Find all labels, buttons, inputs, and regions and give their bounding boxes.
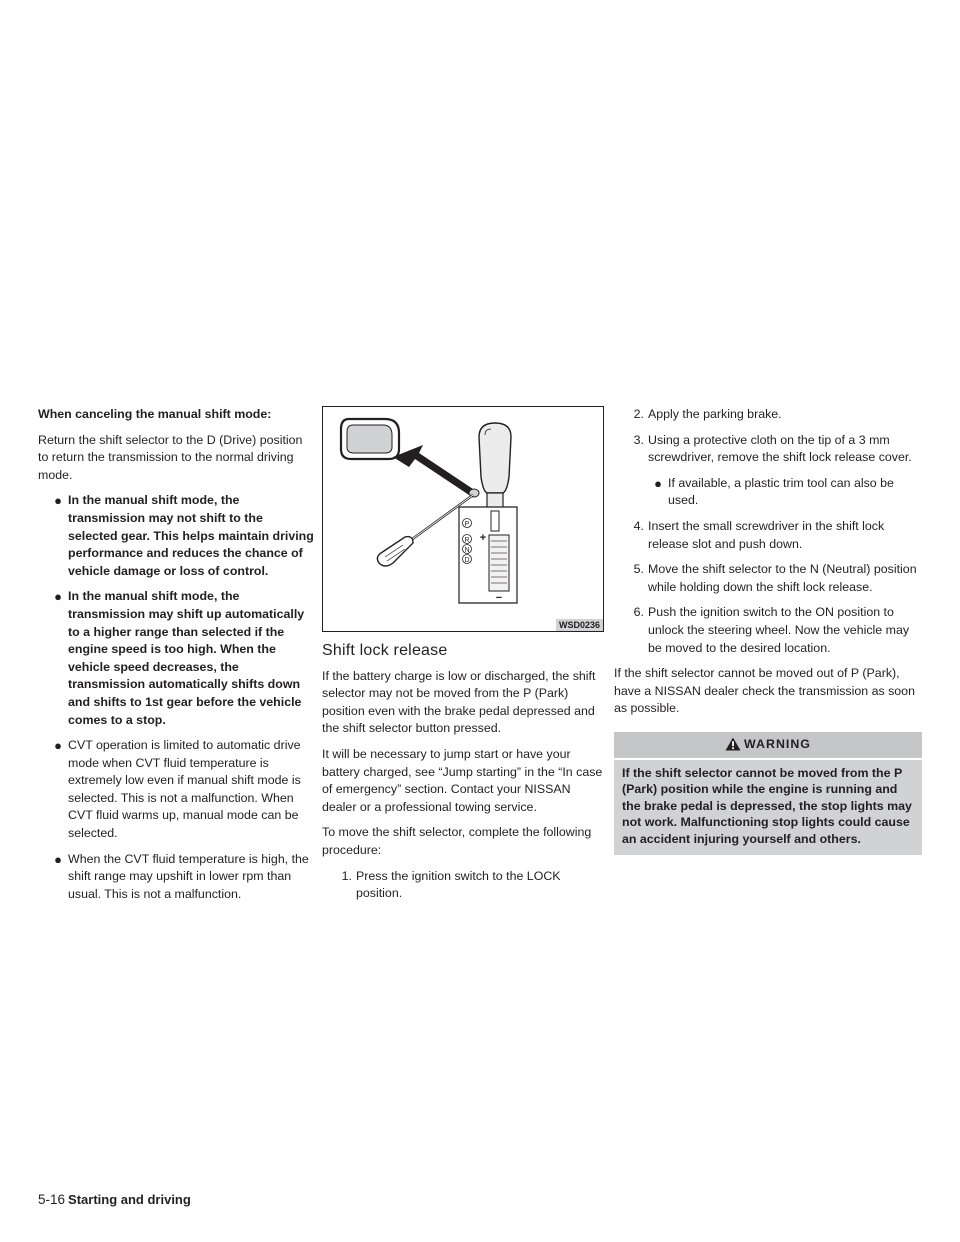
warning-header: [614, 732, 922, 760]
step-item: [614, 406, 922, 424]
chapter-title: Starting and driving: [68, 1192, 191, 1207]
list-item: [38, 492, 314, 580]
list-item: [38, 588, 314, 729]
step-item: [614, 604, 922, 657]
column-right: [614, 406, 922, 855]
gate-label-plus: +: [479, 532, 487, 544]
bullet-icon: ●: [654, 475, 662, 491]
step-item: [614, 432, 922, 467]
column-left: [38, 406, 314, 911]
step-item: [614, 561, 922, 596]
section-title: Shift lock release: [322, 642, 448, 659]
bullet-text: In the manual shift mode, the transmission may not shift to the selected gear. This helps maintain driving performance and reduces the chance of vehicle damage or loss of control.: [68, 493, 314, 578]
manual-cancel-heading: When canceling the manual shift mode:: [38, 407, 272, 421]
step-number: 5.: [633, 562, 644, 577]
step-number: 3.: [633, 432, 644, 447]
step-text: Move the shift selector to the N (Neutral) position while holding down the shift lock release.: [648, 562, 917, 594]
step-item: [614, 518, 922, 553]
shift-selector-illustration: [323, 407, 603, 631]
step-number: 6.: [633, 605, 644, 620]
bullet-icon: ●: [54, 851, 62, 867]
step-text: Push the ignition switch to the ON position to unlock the steering wheel. Now the vehicle may be moved to the desired location.: [648, 605, 910, 655]
paragraph: To move the shift selector, complete the following procedure:: [322, 825, 592, 857]
shift-knob: [469, 423, 511, 517]
paragraph: It will be necessary to jump start or have your battery charged, see “Jump starting” in the “In case of emergency” section. Contact your NISSAN dealer or a professional towing service.: [322, 746, 603, 814]
bullet-icon: ●: [54, 589, 62, 605]
step-number: 4.: [633, 518, 644, 533]
step-number: 1.: [341, 868, 352, 883]
gate-label-p: P: [464, 521, 470, 528]
arrow-icon: [393, 445, 473, 495]
step-text: Apply the parking brake.: [648, 407, 782, 421]
step-text: Insert the small screwdriver in the shift lock release slot and push down.: [648, 518, 885, 551]
figure-code: WSD0236: [556, 619, 603, 631]
gate-label-r: R: [464, 537, 470, 544]
list-item: [38, 851, 314, 904]
bullet-text: CVT operation is limited to automatic drive mode when CVT fluid temperature is extremely low even if manual shift mode is selected. This is not a malfunction. When CVT fluid warms up, manual mode can be selected.: [68, 738, 301, 841]
gate-label-minus: −: [495, 592, 503, 604]
list-item: [38, 737, 314, 843]
warning-triangle-icon: [725, 737, 741, 751]
warning-title: WARNING: [744, 736, 811, 751]
step-number: 2.: [633, 407, 644, 421]
bullet-icon: ●: [54, 493, 62, 509]
step-text: Press the ignition switch to the LOCK position.: [356, 868, 561, 901]
manual-cancel-intro: Return the shift selector to the D (Drive) position to return the transmission to the normal driving mode.: [38, 432, 303, 482]
shift-gate-panel: [459, 507, 517, 604]
page-footer: [38, 1192, 191, 1207]
warning-text: If the shift selector cannot be moved from the P (Park) position while the engine is running and the brake pedal is depressed, the stop lights may not work. Malfunctioning stop lights could cause an accident injuring yourself and others.: [622, 765, 912, 846]
gate-label-n: N: [464, 547, 470, 554]
paragraph: If the battery charge is low or discharged, the shift selector may not be moved from the P (Park) position even with the brake pedal depressed and the shift selector button pressed.: [322, 668, 596, 736]
release-cover-icon: [341, 419, 399, 459]
bullet-text: In the manual shift mode, the transmission may shift up automatically to a higher range than selected if the engine speed is too high. When the vehicle speed decreases, the transmission automatically shifts down and shifts to 1st gear before the vehicle comes to a stop.: [68, 589, 305, 727]
page-number: 5-16: [38, 1192, 66, 1207]
bullet-text: When the CVT fluid temperature is high, the shift range may upshift in lower rpm than usual. This is not a malfunction.: [68, 851, 309, 901]
step-text: Using a protective cloth on the tip of a 3 mm screwdriver, remove the shift lock release cover.: [648, 432, 912, 465]
gate-label-d: D: [464, 557, 470, 564]
bullet-icon: ●: [54, 738, 62, 754]
warning-box: [614, 732, 922, 856]
shift-lock-figure: [322, 406, 604, 632]
column-middle: [322, 406, 604, 911]
bullet-text: If available, a plastic trim tool can also be used.: [668, 475, 894, 508]
list-item: [614, 475, 922, 510]
paragraph: If the shift selector cannot be moved out of P (Park), have a NISSAN dealer check the transmission as soon as possible.: [614, 666, 915, 716]
step-item: [322, 868, 604, 903]
